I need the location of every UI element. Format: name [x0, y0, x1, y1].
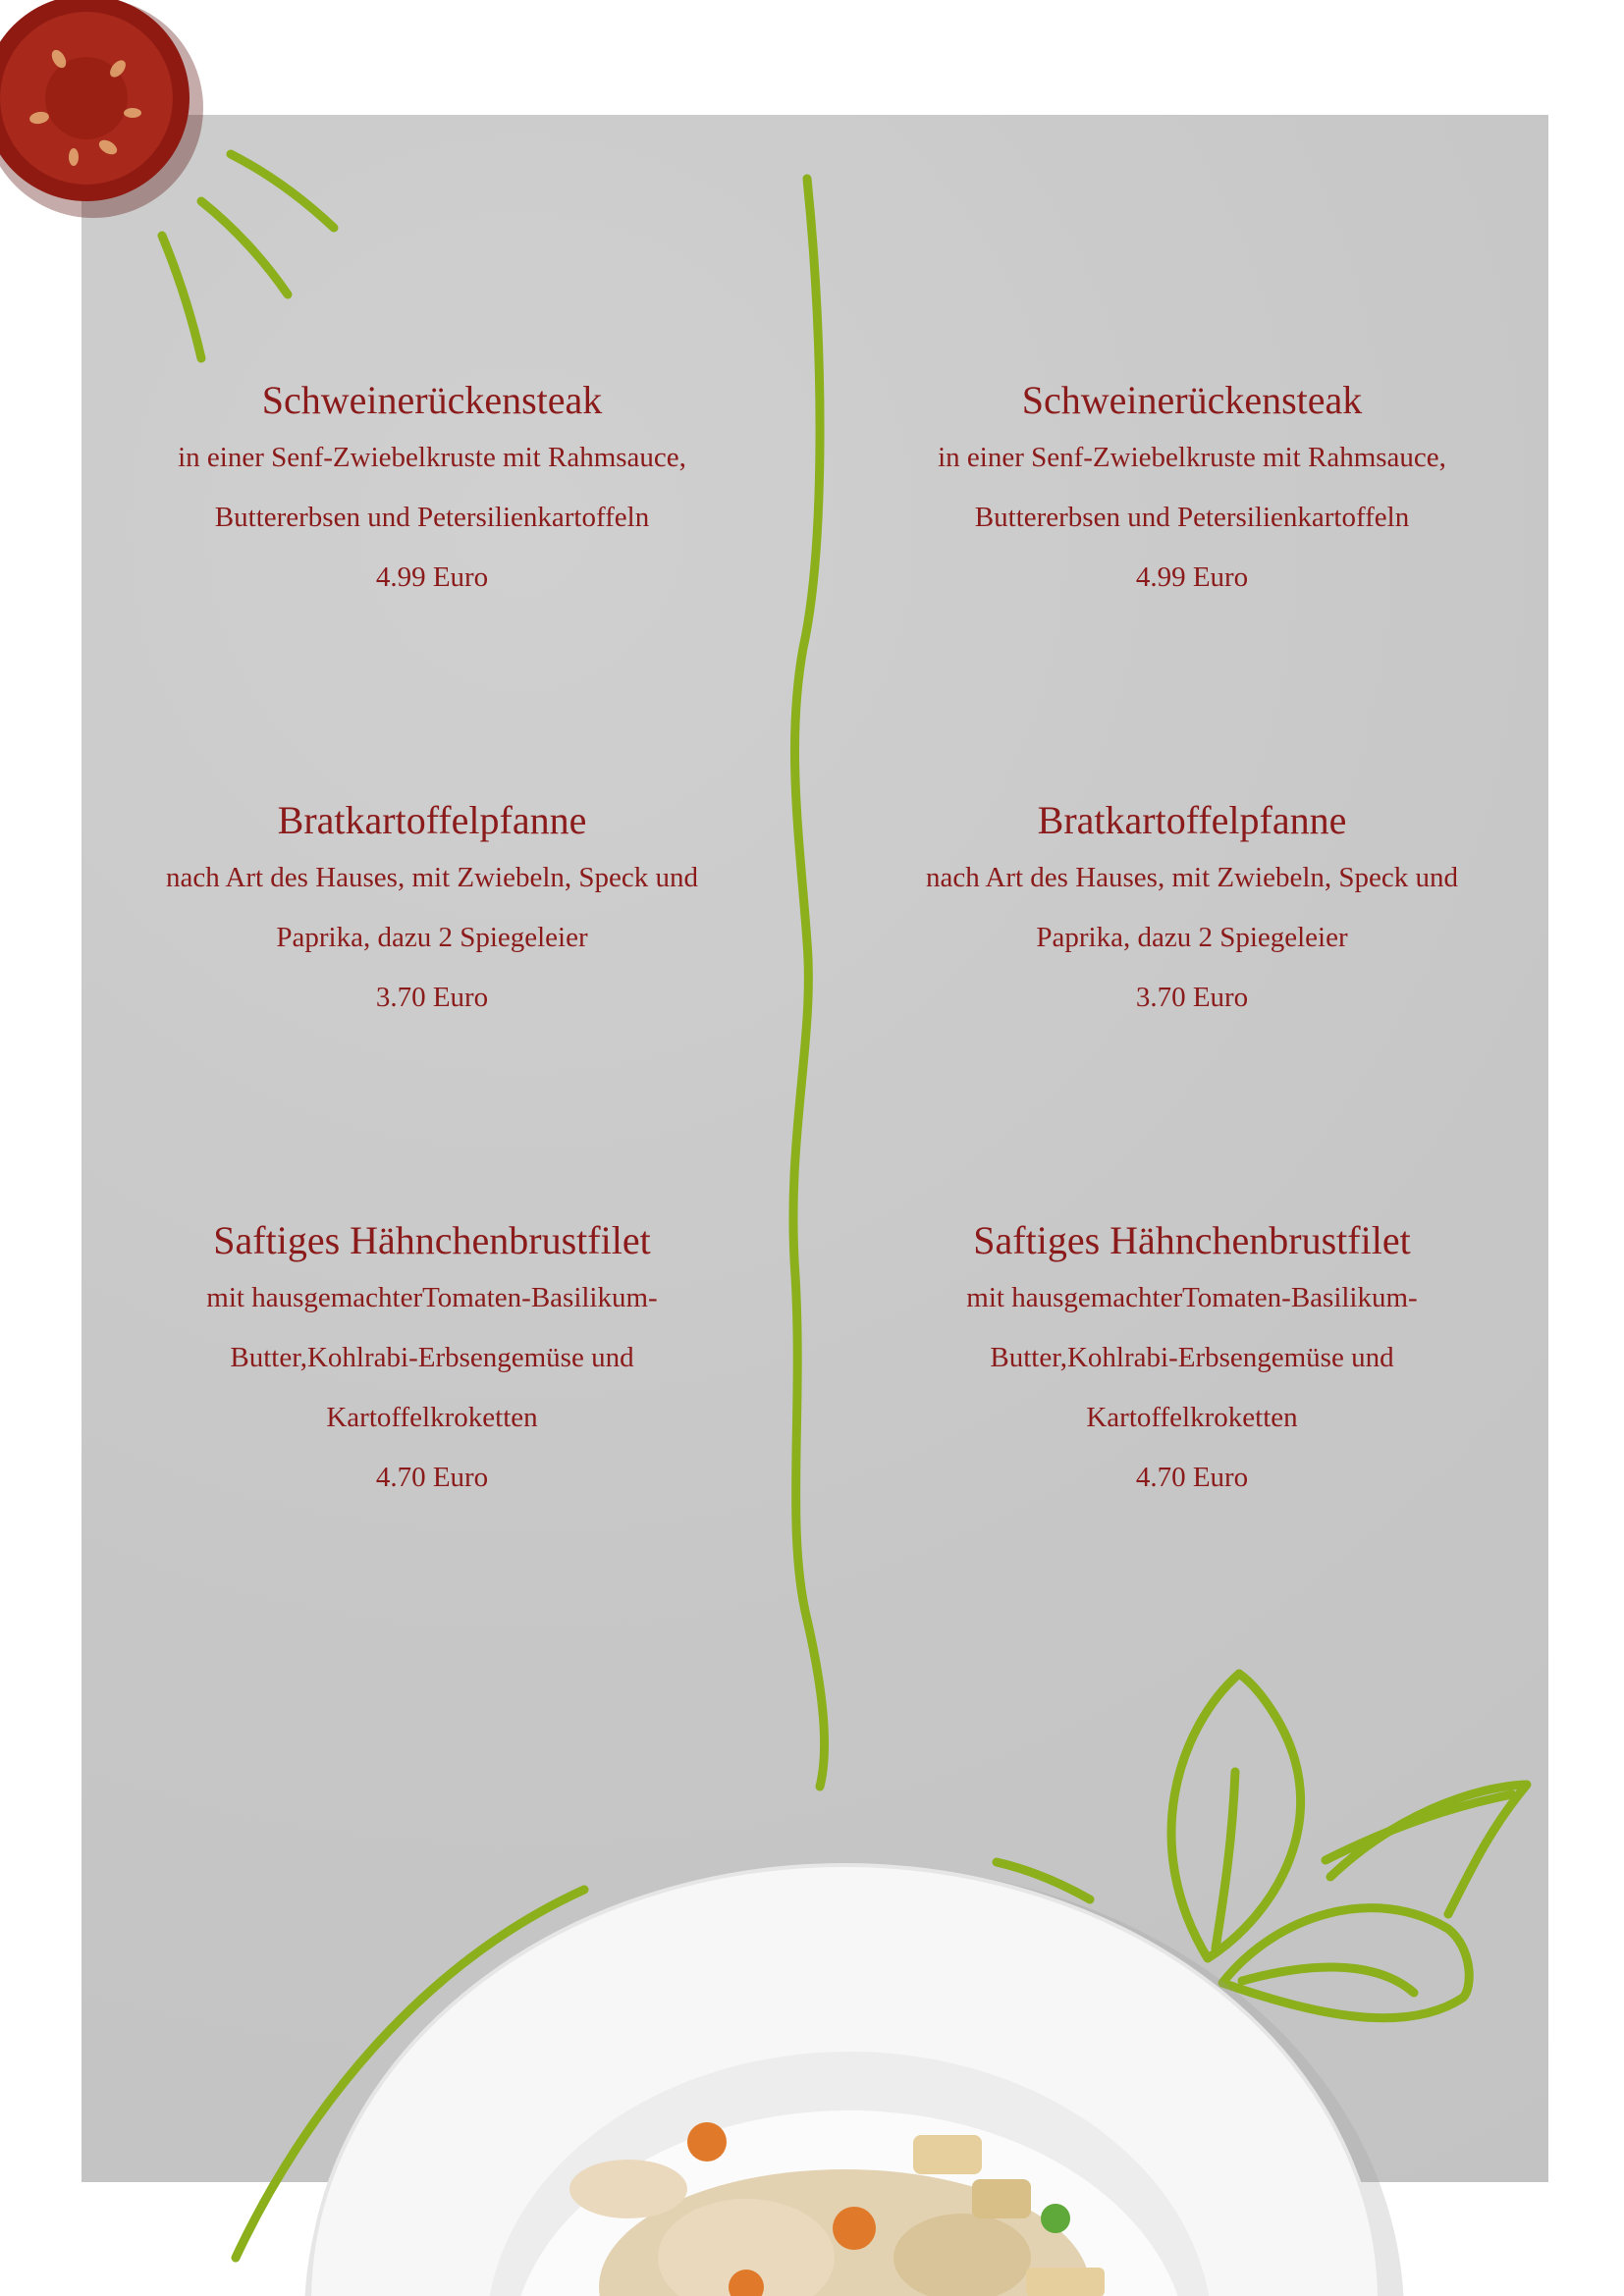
menu-item: [98, 373, 766, 608]
dish-description-line: mit hausgemachterTomaten-Basilikum-: [206, 1282, 658, 1313]
dish-description-line: nach Art des Hauses, mit Zwiebeln, Speck und: [925, 862, 1459, 893]
dish-description-line: nach Art des Hauses, mit Zwiebeln, Speck und: [165, 862, 699, 893]
menu-item: [98, 1213, 766, 1508]
menu-item: [858, 1213, 1526, 1508]
dish-name: Bratkartoffelpfanne: [1037, 798, 1347, 842]
dish-name: Bratkartoffelpfanne: [277, 798, 587, 842]
dish-description-line: mit hausgemachterTomaten-Basilikum-: [966, 1282, 1418, 1313]
dish-name: Saftiges Hähnchenbrustfilet: [973, 1218, 1411, 1262]
dish-price: 3.70 Euro: [375, 982, 489, 1013]
menu-item: [98, 793, 766, 1028]
dish-description-line: Buttererbsen und Petersilienkartoffeln: [214, 502, 650, 533]
dish-description-line: in einer Senf-Zwiebelkruste mit Rahmsauce,: [938, 442, 1446, 473]
dish-description-line: Butter,Kohlrabi-Erbsengemüse und: [990, 1342, 1394, 1373]
dish-description-line: Paprika, dazu 2 Spiegeleier: [1036, 922, 1348, 953]
menu-item: [858, 793, 1526, 1028]
dish-description-line: Butter,Kohlrabi-Erbsengemüse und: [230, 1342, 634, 1373]
dish-description-line: Buttererbsen und Petersilienkartoffeln: [974, 502, 1410, 533]
dish-description-line: Kartoffelkroketten: [326, 1402, 538, 1433]
dish-name: Saftiges Hähnchenbrustfilet: [213, 1218, 651, 1262]
dish-price: 4.70 Euro: [375, 1462, 489, 1493]
dish-price: 4.99 Euro: [375, 561, 489, 593]
dish-name: Schweinerückensteak: [1021, 378, 1363, 422]
dish-description-line: Paprika, dazu 2 Spiegeleier: [276, 922, 588, 953]
dish-price: 4.70 Euro: [1135, 1462, 1249, 1493]
dish-price: 3.70 Euro: [1135, 982, 1249, 1013]
dish-name: Schweinerückensteak: [261, 378, 603, 422]
dish-price: 4.99 Euro: [1135, 561, 1249, 593]
dish-description-line: Kartoffelkroketten: [1086, 1402, 1298, 1433]
menu-item: [858, 373, 1526, 608]
dish-description-line: in einer Senf-Zwiebelkruste mit Rahmsauce,: [178, 442, 686, 473]
